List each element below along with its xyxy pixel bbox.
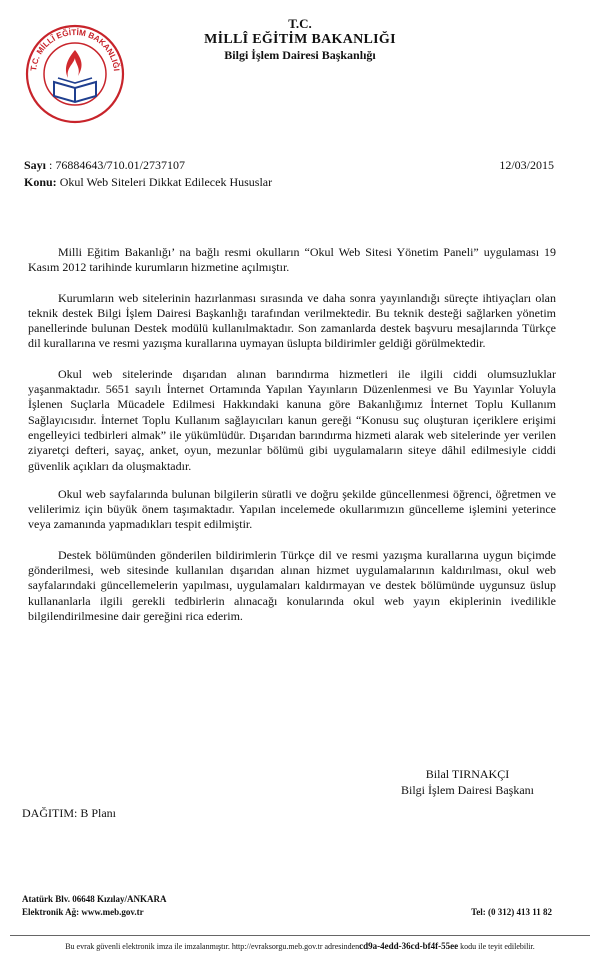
- paragraph-1: Milli Eğitim Bakanlığı’ na bağlı resmi okulların “Okul Web Sitesi Yönetim Paneli” uygulaması 19 Kasım 2012 tarihinde kurumların hizmetine açılmıştır.: [28, 245, 556, 275]
- footer-divider: [10, 935, 590, 936]
- letterhead-department: Bilgi İşlem Dairesi Başkanlığı: [224, 48, 376, 62]
- ministry-logo: [20, 16, 130, 126]
- reference-row: [24, 157, 554, 174]
- letterhead-ministry: MİLLÎ EĞİTİM BAKANLIĞI: [204, 32, 396, 47]
- svg-text:T.C. MİLLÎ EĞİTİM BAKANLIĞI: [29, 27, 122, 72]
- paragraph-3: Okul web sitelerinde dışarıdan alınan barındırma hizmetleri ile ilgili ciddi olumsuzluklar yaşanmaktadır. 5651 sayılı İnternet Ortamında Yapılan Yayınların Düzenlenmesi ve Bu Yayınlar Yoluyla İşlenen Suçlarla Mücadele Edilmesi Hakkındaki kanuna göre Bakanlığımız İnternet Toplu Kullanım Sağlayıcısıdır. İnternet Toplu Kullanım sağlayıcıları kanun gereği “Konusu suç oluşturan içeriklere erişimi engelleyici tedbirleri almak” ile yükümlüdür. Dışarıdan barındırma hizmeti alarak web sitelerinde yer verilen ziyaretçi defteri, sayaç, anket, oyun, mezunlar bölümü gibi uygulamaların siteye dâhil edilmesiyle ciddi güvenlik açıkları da oluşmaktadır.: [28, 366, 556, 473]
- paragraph-4: Okul web sayfalarında bulunan bilgilerin süratli ve doğru şekilde güncellenmesi öğrenci, öğretmen ve velilerimiz için büyük önem taşımaktadır. Yapılan incelemede okullarımızın güncelleme işlemini yeterince veya zamanında yapmadıkları tespit edilmiştir.: [28, 486, 556, 532]
- letter-body: [28, 245, 556, 639]
- signatory-title: Bilgi İşlem Dairesi Başkanı: [401, 783, 534, 797]
- footer-contact: [22, 893, 552, 919]
- signature-block: [380, 766, 555, 798]
- paragraph-5: Destek bölümünden gönderilen bildirimlerin Türkçe dil ve resmi yazışma kurallarına uygun biçimde gönderilmesi, web sitesinde kullanılan dışarıdan alınan hizmet uygulamalarının kaldırılması, okul web sayfalarındaki güncellemelerin yapılması, uygulamaları kaldırmayan ve destek bölümünde uygunsuz üslup kullananlarla ilgili gerekli tedbirlerin alınacağı konularında okul web yayın ekiplerinin ivedilikle bilgilendirilmesine dair gereğini rica ederim.: [28, 547, 556, 623]
- paragraph-2: Kurumların web sitelerinin hazırlanması sırasında ve daha sonra yayınlandığı süreçte ihtiyaçları olan teknik destek Bilgi İşlem Dairesi Başkanlığı tarafından verilmektedir. Bu teknik desteği sağlarken yönetim panellerinde bulunan Destek modülü kullanılmaktadır. Son zamanlarda destek başvuru mesajlarında Türkçe dil kurallarına ve resmi yazışma kurallarına uymayan üslupta bildirimler geldiği görülmektedir.: [28, 290, 556, 351]
- letter-date: 12/03/2015: [499, 158, 554, 172]
- letter-meta: [24, 157, 554, 191]
- reference-number: : 76884643/710.01/2737107: [49, 158, 186, 172]
- letterhead: [150, 16, 450, 63]
- reference-label: Sayı: [24, 158, 47, 172]
- footer-address: Atatürk Blv. 06648 Kızılay/ANKARA: [22, 894, 167, 904]
- footer-phone: Tel: (0 312) 413 11 82: [471, 907, 552, 917]
- logo-ring-text: T.C. MİLLÎ EĞİTİM BAKANLIĞI: [29, 27, 121, 72]
- subject-row: [24, 174, 554, 191]
- verification-code: cd9a-4edd-36cd-bf4f-55ee: [359, 941, 459, 951]
- footer-website: Elektronik Ağ: www.meb.gov.tr: [22, 907, 144, 917]
- e-signature-note: [10, 941, 590, 951]
- signatory-name: Bilal TIRNAKÇI: [425, 767, 510, 781]
- distribution-line: DAĞITIM: B Planı: [22, 806, 116, 820]
- e-signature-suffix: kodu ile teyit edilebilir.: [458, 942, 535, 951]
- e-signature-prefix: Bu evrak güvenli elektronik imza ile imzalanmıştır. http://evraksorgu.meb.gov.tr adresinden: [65, 942, 360, 951]
- subject-text: Okul Web Siteleri Dikkat Edilecek Hususlar: [59, 175, 273, 189]
- subject-label: Konu:: [24, 175, 57, 189]
- letterhead-tc: T.C.: [288, 16, 312, 31]
